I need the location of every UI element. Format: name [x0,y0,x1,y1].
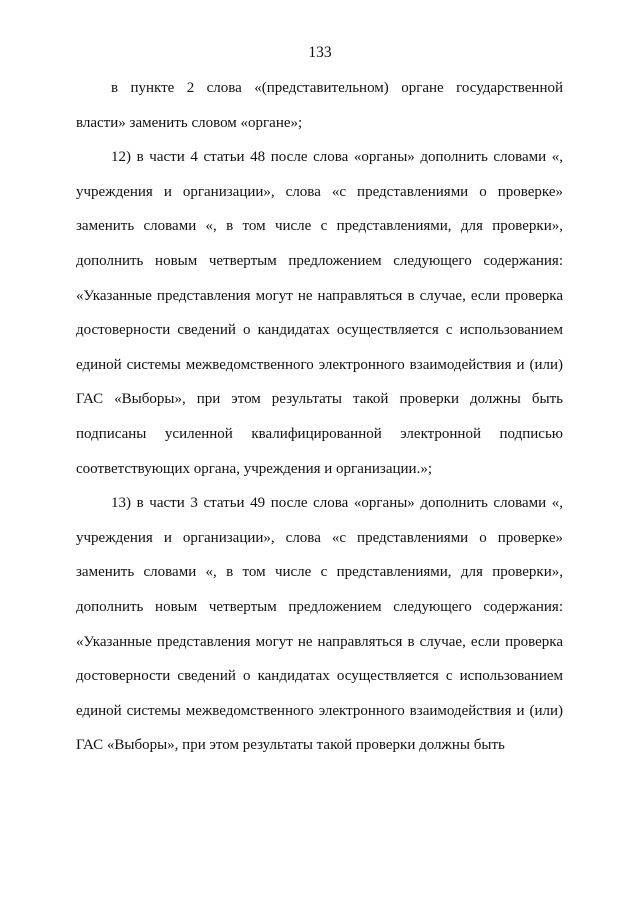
page-number: 133 [308,44,332,61]
paragraph-item-1-continuation: в пункте 2 слова «(представительном) органе государственной власти» заменить словом «органе»; [76,80,563,131]
document-body [76,71,563,763]
paragraph-item-13: 13) в части 3 статьи 49 после слова «органы» дополнить словами «, учреждения и организации», слова «с представлениями о проверке» заменить словами «, в том числе с представлениями, для проверки», дополнить новым четвертым предложением следующего содержания: «Указанные представления могут не направляться в случае, если проверка достоверности сведений о кандидатах осуществляется с использованием единой системы межведомственного электронного взаимодействия и (или) ГАС «Выборы», при этом результаты такой проверки должны быть [76,495,563,754]
paragraph-item-12: 12) в части 4 статьи 48 после слова «органы» дополнить словами «, учреждения и организации», слова «с представлениями о проверке» заменить словами «, в том числе с представлениями, для проверки», дополнить новым четвертым предложением следующего содержания: «Указанные представления могут не направляться в случае, если проверка достоверности сведений о кандидатах осуществляется с использованием единой системы межведомственного электронного взаимодействия и (или) ГАС «Выборы», при этом результаты такой проверки должны быть подписаны усиленной квалифицированной электронной подписью соответствующих органа, учреждения и организации.»; [76,149,563,477]
